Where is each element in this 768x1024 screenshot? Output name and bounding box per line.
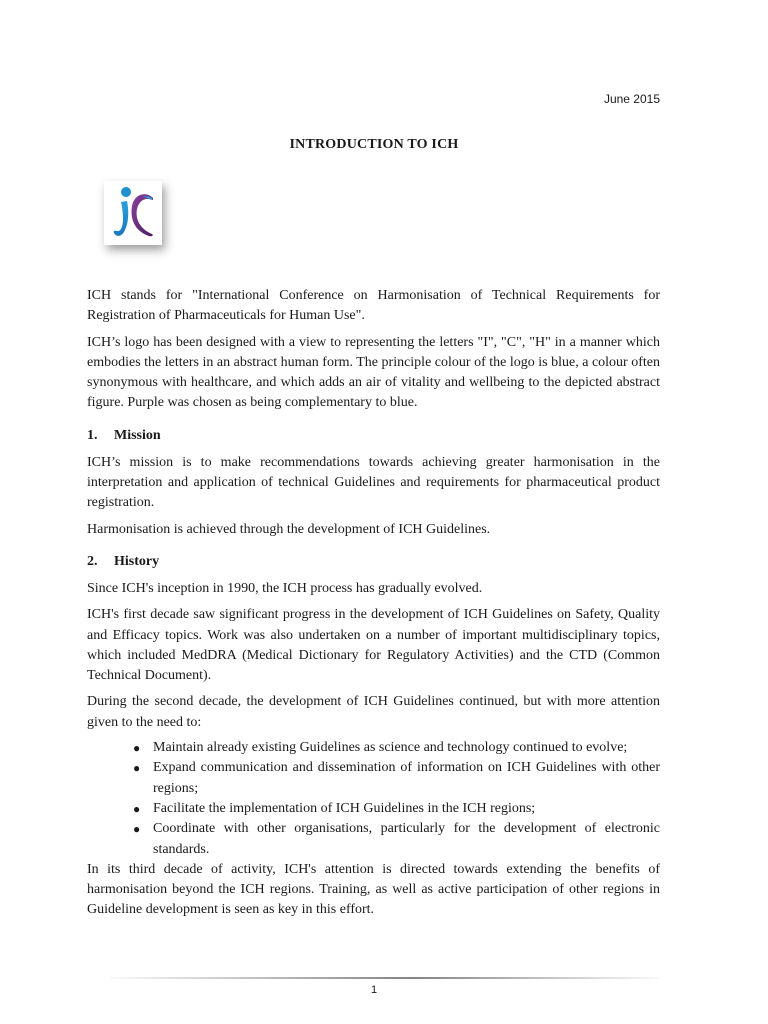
footer-divider (110, 977, 660, 979)
section-title: Mission (114, 427, 161, 443)
bullet-icon: ● (133, 801, 141, 816)
logo-description-paragraph: ICH’s logo has been designed with a view to representing the letters "I", "C", "H" in a manner which embodies the letters in an abstract human form. The principle colour of the logo is blue, a colour often synonymous with healthcare, and which adds an air of vitality and wellbeing to the depicted abstract figure. Purple was chosen as being complementary to blue. (87, 334, 660, 411)
section-heading-mission (87, 426, 660, 446)
history-paragraph: ICH's first decade saw significant progress in the development of ICH Guidelines on Safety, Quality and Efficacy topics. Work was also undertaken on a number of important multidisciplinary topics, which included MedDRA (Medical Dictionary for Regulatory Activities) and the CTD (Common Technical Document). (87, 607, 660, 684)
history-paragraph: In its third decade of activity, ICH's attention is directed towards extending the benefits of harmonisation beyond the ICH regions. Training, as well as active participation of other regions in Guideline development is seen as key in this effort. (87, 861, 660, 918)
history-paragraph: Since ICH's inception in 1990, the ICH process has gradually evolved. (87, 580, 483, 596)
intro-paragraph: ICH stands for "International Conference on Harmonisation of Technical Requirements for Registration of Pharmaceuticals for Human Use". (87, 288, 660, 324)
bullet-icon: ● (133, 761, 141, 776)
page-number: 1 (370, 984, 378, 996)
list-item: ● Maintain already existing Guidelines as science and technology continued to evolve; (153, 738, 660, 758)
ich-logo-icon (104, 181, 162, 245)
list-item: ● Expand communication and dissemination of information on ICH Guidelines with other regions; (133, 760, 660, 796)
history-paragraph: During the second decade, the development of ICH Guidelines continued, but with more attention given to the need to: (87, 694, 660, 730)
document-body (87, 286, 660, 927)
section-heading-history (87, 552, 660, 572)
section-number: 1. (87, 427, 98, 443)
document-date: June 2015 (603, 92, 660, 106)
document-title: INTRODUCTION TO ICH (289, 137, 459, 152)
ich-logo (104, 181, 162, 245)
section-number: 2. (87, 553, 98, 569)
bullet-icon: ● (133, 822, 141, 837)
bullet-list (87, 738, 660, 860)
list-item: ● Coordinate with other organisations, particularly for the development of electronic standards. (133, 821, 660, 857)
bullet-icon: ● (133, 741, 141, 756)
mission-paragraph: ICH’s mission is to make recommendations towards achieving greater harmonisation in the interpretation and application of technical Guidelines and requirements for pharmaceutical product registration. (87, 454, 660, 511)
section-title: History (114, 553, 160, 569)
list-item: ● Facilitate the implementation of ICH Guidelines in the ICH regions; (153, 799, 660, 819)
mission-paragraph: Harmonisation is achieved through the development of ICH Guidelines. (87, 521, 491, 537)
